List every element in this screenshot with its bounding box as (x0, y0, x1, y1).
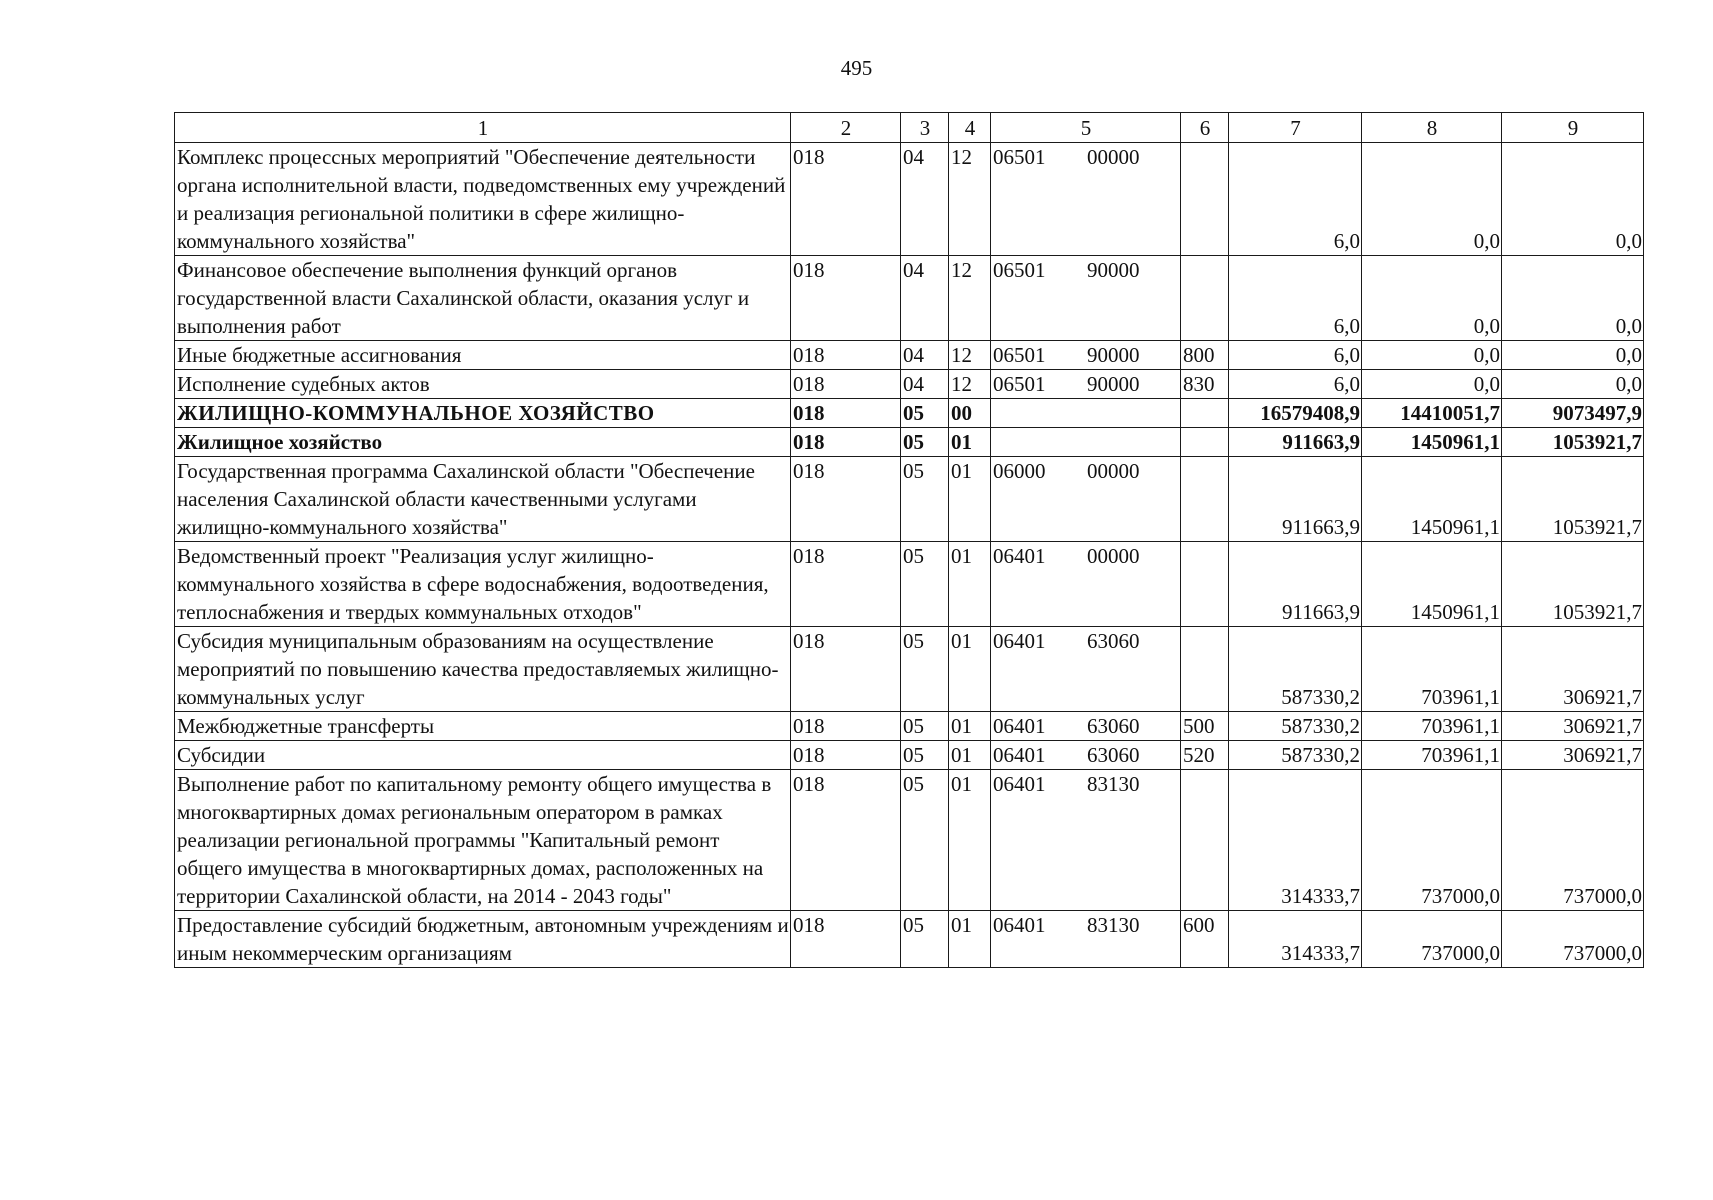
admin-code-cell: 018 (791, 428, 901, 457)
section-code-cell: 04 (901, 370, 949, 399)
target-article-program-code: 06501 (993, 258, 1046, 282)
target-article-program-code: 06401 (993, 544, 1046, 568)
column-header: 5 (991, 113, 1181, 143)
target-article-program-code: 06501 (993, 145, 1046, 169)
expense-type-cell: 830 (1181, 370, 1229, 399)
amount-2025-cell: 737000,0 (1362, 770, 1502, 911)
amount-2026-cell: 1053921,7 (1502, 428, 1644, 457)
page-number: 495 (840, 56, 873, 80)
amount-2026-cell: 737000,0 (1502, 770, 1644, 911)
column-header: 9 (1502, 113, 1644, 143)
subsection-code-cell: 12 (949, 341, 991, 370)
subsection-code-cell: 12 (949, 143, 991, 256)
amount-2025-cell: 1450961,1 (1362, 542, 1502, 627)
admin-code-cell: 018 (791, 457, 901, 542)
admin-code-cell: 018 (791, 370, 901, 399)
target-article-program-code: 06401 (993, 629, 1046, 653)
amount-2024-cell: 6,0 (1229, 143, 1362, 256)
amount-2025-cell: 0,0 (1362, 143, 1502, 256)
subsection-code-cell: 01 (949, 741, 991, 770)
target-article-cell (991, 712, 1181, 741)
target-article-program-code: 06401 (993, 714, 1046, 738)
row-name: Субсидии (175, 741, 791, 770)
subsection-code-cell: 01 (949, 911, 991, 968)
target-article-cell (991, 457, 1181, 542)
row-name: Финансовое обеспечение выполнения функций органов государственной власти Сахалинской области, оказания услуг и выполнения работ (175, 256, 791, 341)
amount-2025-cell: 14410051,7 (1362, 399, 1502, 428)
subsection-code-cell: 01 (949, 457, 991, 542)
expense-type-cell (1181, 256, 1229, 341)
column-header: 7 (1229, 113, 1362, 143)
amount-2026-cell: 306921,7 (1502, 712, 1644, 741)
amount-2026-cell: 1053921,7 (1502, 457, 1644, 542)
target-article-direction-code: 90000 (1087, 343, 1140, 367)
expense-type-cell: 800 (1181, 341, 1229, 370)
amount-2025-cell: 1450961,1 (1362, 428, 1502, 457)
table-row (175, 143, 1644, 256)
amount-2025-cell: 703961,1 (1362, 627, 1502, 712)
amount-2024-cell: 587330,2 (1229, 712, 1362, 741)
expense-type-cell: 600 (1181, 911, 1229, 968)
target-article-cell (991, 911, 1181, 968)
amount-2025-cell: 0,0 (1362, 256, 1502, 341)
column-header: 3 (901, 113, 949, 143)
amount-2024-cell: 587330,2 (1229, 627, 1362, 712)
amount-2024-cell: 911663,9 (1229, 457, 1362, 542)
expense-type-cell: 520 (1181, 741, 1229, 770)
amount-2024-cell: 6,0 (1229, 370, 1362, 399)
row-name: Комплекс процессных мероприятий "Обеспечение деятельности органа исполнительной власти, подведомственных ему учреждений и реализация региональной политики в сфере жилищно-коммунального хозяйства" (175, 143, 791, 256)
table-row (175, 341, 1644, 370)
target-article-direction-code: 83130 (1087, 772, 1140, 796)
budget-table (174, 112, 1644, 968)
subsection-code-cell: 00 (949, 399, 991, 428)
column-header: 2 (791, 113, 901, 143)
column-header-row (175, 113, 1644, 143)
target-article-direction-code: 00000 (1087, 459, 1140, 483)
target-article-program-code: 06501 (993, 343, 1046, 367)
expense-type-cell (1181, 457, 1229, 542)
target-article-direction-code: 63060 (1087, 629, 1140, 653)
table-row (175, 399, 1644, 428)
table-row (175, 256, 1644, 341)
table-row (175, 770, 1644, 911)
target-article-cell (991, 143, 1181, 256)
subsection-code-cell: 01 (949, 712, 991, 741)
row-name: Выполнение работ по капитальному ремонту общего имущества в многоквартирных домах региональным оператором в рамках реализации региональной программы "Капитальный ремонт общего имущества в многоквартирных домах, расположенных на территории Сахалинской области, на 2014 - 2043 годы" (175, 770, 791, 911)
target-article-program-code: 06401 (993, 772, 1046, 796)
row-name: Ведомственный проект "Реализация услуг жилищно-коммунального хозяйства в сфере водоснабжения, водоотведения, теплоснабжения и твердых коммунальных отходов" (175, 542, 791, 627)
admin-code-cell: 018 (791, 712, 901, 741)
section-code-cell: 04 (901, 143, 949, 256)
amount-2026-cell: 0,0 (1502, 143, 1644, 256)
target-article-cell (991, 370, 1181, 399)
subsection-code-cell: 12 (949, 370, 991, 399)
amount-2024-cell: 911663,9 (1229, 542, 1362, 627)
amount-2026-cell: 306921,7 (1502, 627, 1644, 712)
amount-2026-cell: 306921,7 (1502, 741, 1644, 770)
section-code-cell: 05 (901, 428, 949, 457)
row-name: ЖИЛИЩНО-КОММУНАЛЬНОЕ ХОЗЯЙСТВО (175, 399, 791, 428)
row-name: Предоставление субсидий бюджетным, автономным учреждениям и иным некоммерческим организациям (175, 911, 791, 968)
target-article-direction-code: 63060 (1087, 714, 1140, 738)
target-article-cell (991, 542, 1181, 627)
table-row (175, 911, 1644, 968)
section-code-cell: 05 (901, 457, 949, 542)
admin-code-cell: 018 (791, 741, 901, 770)
column-header: 1 (175, 113, 791, 143)
amount-2025-cell: 703961,1 (1362, 741, 1502, 770)
target-article-direction-code: 00000 (1087, 145, 1140, 169)
admin-code-cell: 018 (791, 256, 901, 341)
section-code-cell: 05 (901, 770, 949, 911)
admin-code-cell: 018 (791, 770, 901, 911)
section-code-cell: 05 (901, 741, 949, 770)
table-row (175, 741, 1644, 770)
target-article-cell (991, 341, 1181, 370)
column-header: 4 (949, 113, 991, 143)
target-article-direction-code: 00000 (1087, 544, 1140, 568)
target-article-cell (991, 741, 1181, 770)
target-article-cell (991, 399, 1181, 428)
target-article-program-code: 06501 (993, 372, 1046, 396)
row-name: Иные бюджетные ассигнования (175, 341, 791, 370)
subsection-code-cell: 12 (949, 256, 991, 341)
amount-2025-cell: 0,0 (1362, 370, 1502, 399)
target-article-program-code: 06401 (993, 913, 1046, 937)
expense-type-cell (1181, 428, 1229, 457)
amount-2025-cell: 703961,1 (1362, 712, 1502, 741)
admin-code-cell: 018 (791, 341, 901, 370)
row-name: Субсидия муниципальным образованиям на осуществление мероприятий по повышению качества предоставляемых жилищно-коммунальных услуг (175, 627, 791, 712)
target-article-cell (991, 627, 1181, 712)
table-row (175, 712, 1644, 741)
section-code-cell: 04 (901, 341, 949, 370)
amount-2025-cell: 737000,0 (1362, 911, 1502, 968)
expense-type-cell: 500 (1181, 712, 1229, 741)
expense-type-cell (1181, 399, 1229, 428)
section-code-cell: 05 (901, 542, 949, 627)
amount-2024-cell: 6,0 (1229, 256, 1362, 341)
row-name: Жилищное хозяйство (175, 428, 791, 457)
amount-2026-cell: 1053921,7 (1502, 542, 1644, 627)
section-code-cell: 05 (901, 399, 949, 428)
section-code-cell: 05 (901, 712, 949, 741)
expense-type-cell (1181, 627, 1229, 712)
table-row (175, 428, 1644, 457)
amount-2025-cell: 1450961,1 (1362, 457, 1502, 542)
admin-code-cell: 018 (791, 911, 901, 968)
amount-2026-cell: 737000,0 (1502, 911, 1644, 968)
amount-2026-cell: 0,0 (1502, 341, 1644, 370)
amount-2024-cell: 314333,7 (1229, 911, 1362, 968)
admin-code-cell: 018 (791, 399, 901, 428)
table-row (175, 542, 1644, 627)
expense-type-cell (1181, 143, 1229, 256)
amount-2025-cell: 0,0 (1362, 341, 1502, 370)
amount-2026-cell: 9073497,9 (1502, 399, 1644, 428)
column-header: 8 (1362, 113, 1502, 143)
section-code-cell: 04 (901, 256, 949, 341)
row-name: Межбюджетные трансферты (175, 712, 791, 741)
subsection-code-cell: 01 (949, 627, 991, 712)
table-row (175, 627, 1644, 712)
amount-2024-cell: 911663,9 (1229, 428, 1362, 457)
target-article-cell (991, 428, 1181, 457)
table-row (175, 370, 1644, 399)
target-article-cell (991, 256, 1181, 341)
subsection-code-cell: 01 (949, 542, 991, 627)
target-article-direction-code: 63060 (1087, 743, 1140, 767)
amount-2024-cell: 6,0 (1229, 341, 1362, 370)
admin-code-cell: 018 (791, 143, 901, 256)
target-article-direction-code: 90000 (1087, 258, 1140, 282)
target-article-program-code: 06401 (993, 743, 1046, 767)
amount-2026-cell: 0,0 (1502, 256, 1644, 341)
subsection-code-cell: 01 (949, 428, 991, 457)
admin-code-cell: 018 (791, 542, 901, 627)
row-name: Государственная программа Сахалинской области "Обеспечение населения Сахалинской области качественными услугами жилищно-коммунального хозяйства" (175, 457, 791, 542)
table-row (175, 457, 1644, 542)
amount-2026-cell: 0,0 (1502, 370, 1644, 399)
row-name: Исполнение судебных актов (175, 370, 791, 399)
target-article-direction-code: 83130 (1087, 913, 1140, 937)
target-article-direction-code: 90000 (1087, 372, 1140, 396)
section-code-cell: 05 (901, 627, 949, 712)
column-header: 6 (1181, 113, 1229, 143)
expense-type-cell (1181, 770, 1229, 911)
target-article-program-code: 06000 (993, 459, 1046, 483)
target-article-cell (991, 770, 1181, 911)
admin-code-cell: 018 (791, 627, 901, 712)
amount-2024-cell: 16579408,9 (1229, 399, 1362, 428)
amount-2024-cell: 314333,7 (1229, 770, 1362, 911)
subsection-code-cell: 01 (949, 770, 991, 911)
section-code-cell: 05 (901, 911, 949, 968)
expense-type-cell (1181, 542, 1229, 627)
amount-2024-cell: 587330,2 (1229, 741, 1362, 770)
